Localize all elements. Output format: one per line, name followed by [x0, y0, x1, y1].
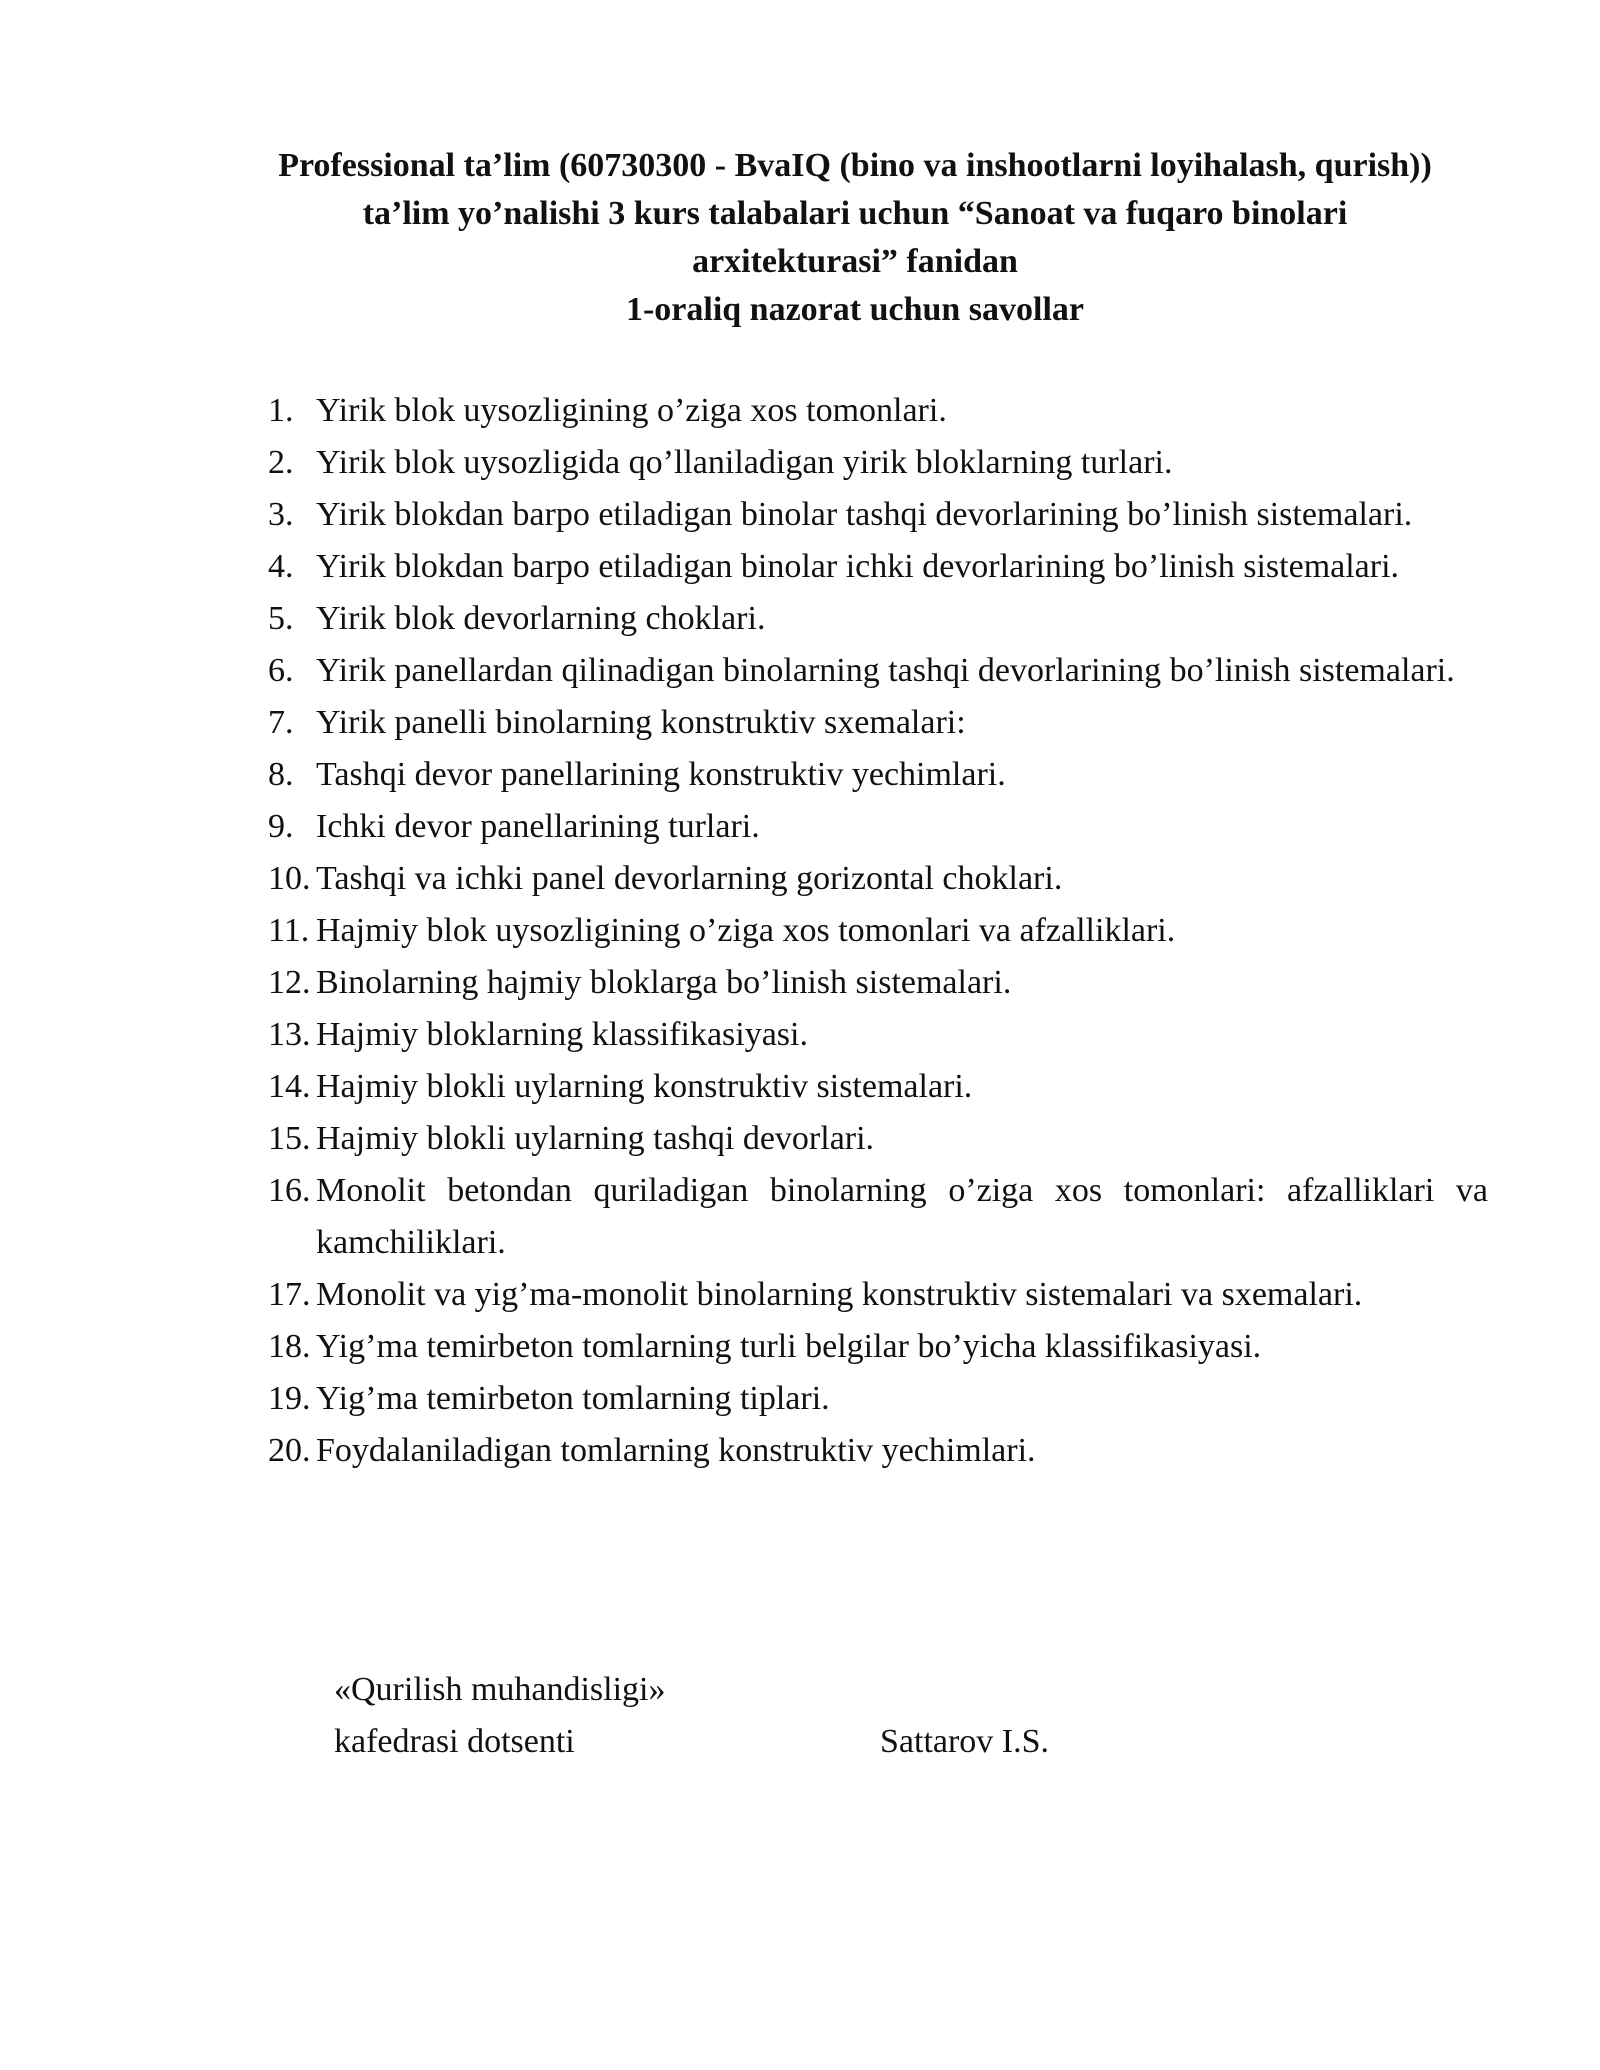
document-title	[220, 142, 1490, 334]
question-number: 11.	[268, 912, 310, 949]
signature-position: kafedrasi dotsenti	[334, 1723, 575, 1760]
signature-block	[334, 1664, 666, 1768]
question-number: 5.	[268, 600, 294, 637]
question-number: 17.	[268, 1276, 311, 1313]
question-item	[268, 1165, 1488, 1269]
question-item	[268, 645, 1488, 697]
question-item	[268, 1321, 1488, 1373]
question-text: Yirik blok uysozligida qo’llaniladigan yirik bloklarning turlari.	[316, 444, 1173, 481]
question-item	[268, 905, 1488, 957]
question-text: Hajmiy blok uysozligining o’ziga xos tomonlari va afzalliklari.	[316, 912, 1176, 949]
question-text: Hajmiy bloklarning klassifikasiyasi.	[316, 1016, 808, 1053]
question-text: Hajmiy blokli uylarning tashqi devorlari.	[316, 1120, 875, 1157]
question-text: Yirik panellardan qilinadigan binolarning tashqi devorlarining bo’linish sistemalari.	[316, 652, 1455, 689]
question-item	[268, 593, 1488, 645]
question-number: 20.	[268, 1432, 311, 1469]
question-text: Tashqi va ichki panel devorlarning gorizontal choklari.	[316, 860, 1063, 897]
question-number: 18.	[268, 1328, 311, 1365]
question-number: 2.	[268, 444, 294, 481]
question-item	[268, 541, 1488, 593]
title-line-3: arxitekturasi” fanidan	[692, 243, 1018, 280]
question-item	[268, 1425, 1488, 1477]
question-item	[268, 1373, 1488, 1425]
question-text: Binolarning hajmiy bloklarga bo’linish sistemalari.	[316, 964, 1012, 1001]
question-text: Ichki devor panellarining turlari.	[316, 808, 760, 845]
question-number: 1.	[268, 392, 294, 429]
question-number: 9.	[268, 808, 294, 845]
question-text: Tashqi devor panellarining konstruktiv yechimlari.	[316, 756, 1006, 793]
question-text: Monolit va yig’ma-monolit binolarning konstruktiv sistemalari va sxemalari.	[316, 1276, 1363, 1313]
question-item	[268, 1009, 1488, 1061]
question-number: 16.	[268, 1172, 311, 1209]
question-text: Yirik blok uysozligining o’ziga xos tomonlari.	[316, 392, 947, 429]
title-line-1: Professional ta’lim (60730300 - BvaIQ (bino va inshootlarni loyihalash, qurish))	[278, 147, 1432, 184]
question-item	[268, 385, 1488, 437]
question-text: Yig’ma temirbeton tomlarning tiplari.	[316, 1380, 830, 1417]
question-text: Yig’ma temirbeton tomlarning turli belgilar bo’yicha klassifikasiyasi.	[316, 1328, 1262, 1365]
title-line-4: 1-oraliq nazorat uchun savollar	[625, 291, 1085, 328]
question-item	[268, 437, 1488, 489]
question-item	[268, 489, 1488, 541]
question-number: 10.	[268, 860, 311, 897]
question-text: Yirik blok devorlarning choklari.	[316, 600, 766, 637]
question-item	[268, 853, 1488, 905]
question-number: 7.	[268, 704, 294, 741]
question-item	[268, 801, 1488, 853]
question-text: Yirik panelli binolarning konstruktiv sxemalari:	[316, 704, 966, 741]
question-number: 8.	[268, 756, 294, 793]
question-number: 4.	[268, 548, 294, 585]
question-number: 3.	[268, 496, 294, 533]
question-number: 12.	[268, 964, 311, 1001]
question-number: 6.	[268, 652, 294, 689]
signature-department: «Qurilish muhandisligi»	[334, 1671, 666, 1708]
question-number: 14.	[268, 1068, 311, 1105]
question-item	[268, 1061, 1488, 1113]
question-item	[268, 749, 1488, 801]
title-line-2: ta’lim yo’nalishi 3 kurs talabalari uchun “Sanoat va fuqaro binolari	[362, 195, 1348, 232]
question-number: 13.	[268, 1016, 311, 1053]
question-item	[268, 957, 1488, 1009]
question-number: 19.	[268, 1380, 311, 1417]
questions-list	[268, 385, 1488, 1477]
question-text: Hajmiy blokli uylarning konstruktiv sistemalari.	[316, 1068, 973, 1105]
question-number: 15.	[268, 1120, 311, 1157]
signature-name: Sattarov I.S.	[880, 1723, 1050, 1760]
question-text: Foydalaniladigan tomlarning konstruktiv yechimlari.	[316, 1432, 1036, 1469]
question-item	[268, 1113, 1488, 1165]
question-text: Monolit betondan quriladigan binolarning o’ziga xos tomonlari: afzalliklari va kamchiliklari.	[316, 1172, 1488, 1261]
question-item	[268, 697, 1488, 749]
question-text: Yirik blokdan barpo etiladigan binolar tashqi devorlarining bo’linish sistemalari.	[316, 496, 1413, 533]
question-item	[268, 1269, 1488, 1321]
question-text: Yirik blokdan barpo etiladigan binolar ichki devorlarining bo’linish sistemalari.	[316, 548, 1400, 585]
